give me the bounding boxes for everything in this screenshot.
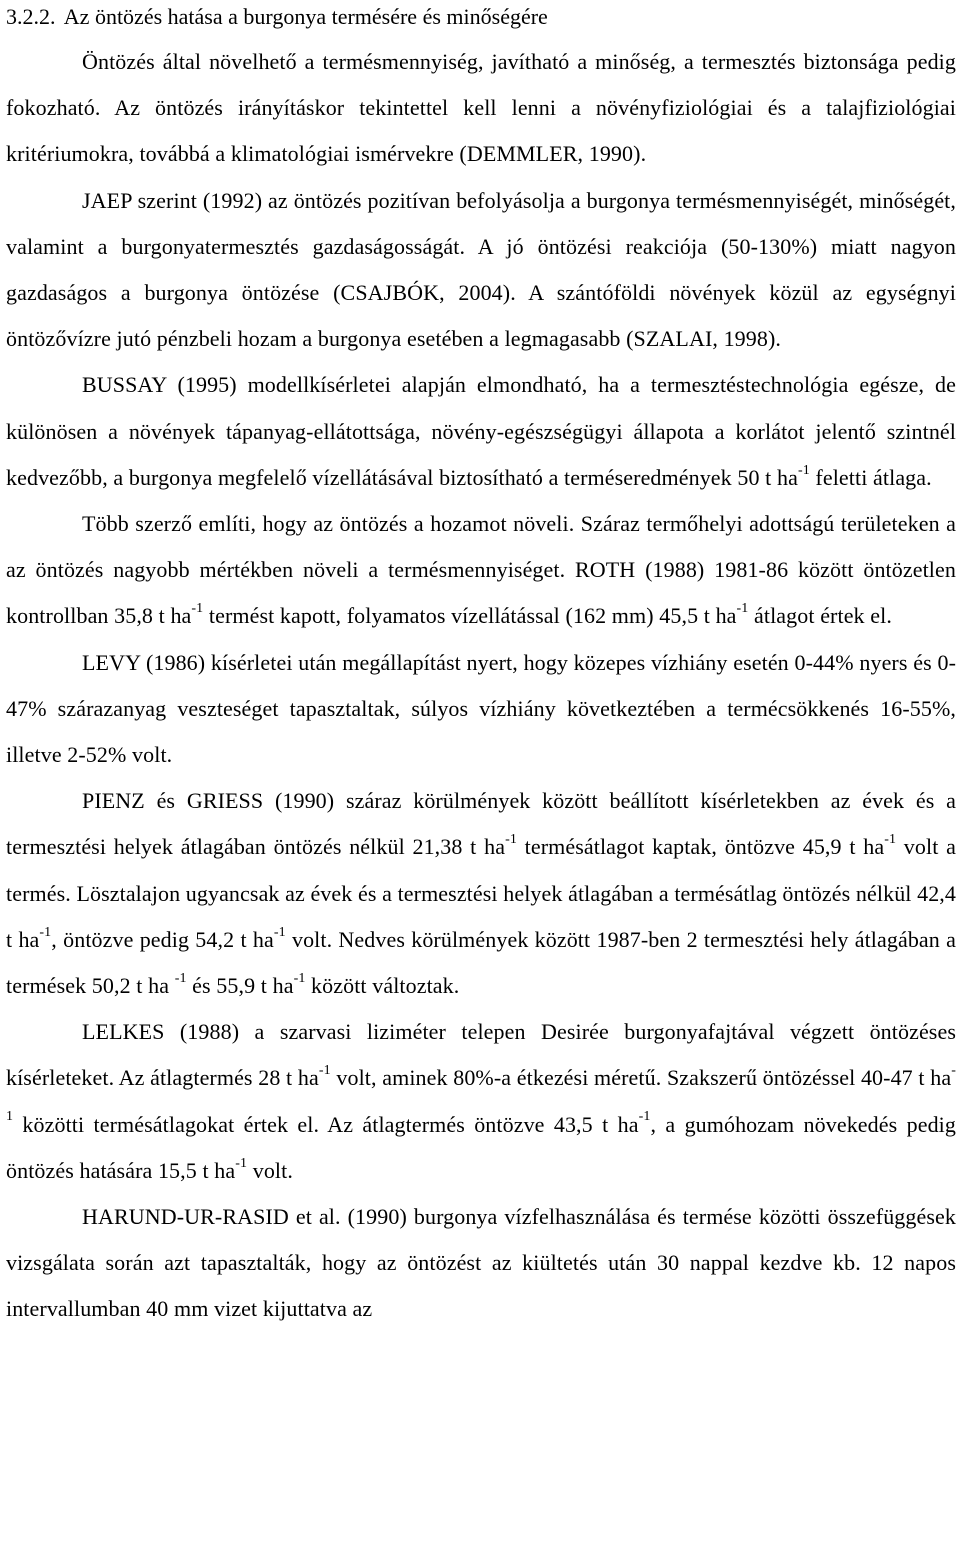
paragraph-3 bbox=[6, 362, 956, 501]
paragraph-8-text: HARUND-UR-RASID et al. (1990) burgonya vízfelhasználása és termése közötti összefüggések vizsgálata során azt tapasztalták, hogy az öntözést az kiültetés után 30 nappal kezdve kb. 12 napos intervallumban 40 mm vizet kijuttatva az bbox=[6, 1204, 956, 1322]
superscript-exponent: -1 bbox=[318, 1063, 331, 1079]
paragraph-8 bbox=[6, 1194, 956, 1333]
paragraph-6-text: , öntözve pedig 54,2 t ha bbox=[51, 926, 274, 952]
paragraph-6-text: és 55,9 t ha bbox=[186, 973, 294, 999]
paragraph-4-text: Több szerző említi, hogy az öntözés a hozamot növeli. Száraz termőhelyi adottságú területeken a az öntözés nagyobb mértékben növeli a termésmennyiséget. ROTH (1988) 1981-86 között öntözetlen kontrollban 35,8 t ha bbox=[6, 511, 956, 629]
paragraph-6-text: PIENZ és GRIESS (1990) száraz körülmények között beállított kísérletekben az évek és a termesztési helyek átlagában öntözés nélkül 21,38 t ha bbox=[6, 788, 956, 860]
superscript-exponent: -1 bbox=[638, 1109, 651, 1125]
document-page bbox=[6, 0, 956, 1333]
section-heading bbox=[6, 0, 956, 39]
paragraph-6-text: volt a termés. Lösztalajon ugyancsak az évek és a termesztési helyek átlagában a termésátlag öntözés nélkül 42,4 t ha bbox=[6, 834, 957, 952]
paragraph-6 bbox=[6, 778, 956, 1009]
paragraph-7-text: közötti termésátlagokat értek el. Az átlagtermés öntözve 43,5 t ha bbox=[13, 1111, 639, 1137]
superscript-exponent: -1 bbox=[505, 832, 517, 848]
superscript-exponent: -1 bbox=[797, 462, 810, 478]
paragraph-1-text: Öntözés által növelhető a termésmennyiség, javítható a minőség, a termesztés biztonsága pedig fokozható. Az öntözés irányításkor tekintettel kell lenni a növényfiziológiai és a talajfiziológiai kritériumokra, továbbá a klimatológiai ismérvekre (DEMMLER, 1990). bbox=[6, 49, 956, 167]
paragraph-6-text: termésátlagot kaptak, öntözve 45,9 t ha bbox=[516, 834, 885, 860]
paragraph-1 bbox=[6, 39, 956, 178]
paragraph-4-text: termést kapott, folyamatos vízellátással (162 mm) 45,5 t ha bbox=[203, 603, 737, 629]
paragraph-3-text: feletti átlaga. bbox=[809, 464, 932, 490]
superscript-exponent: -1 bbox=[273, 924, 286, 940]
superscript-exponent: -1 bbox=[174, 970, 187, 986]
section-number: 3.2.2. bbox=[6, 4, 56, 29]
paragraph-2-text: JAEP szerint (1992) az öntözés pozitívan befolyásolja a burgonya termésmennyiségét, minőségét, valamint a burgonyatermesztés gazdaságosságát. A jó öntözési reakciója (50-130%) miatt nagyon gazdaságos a burgonya öntözése (CSAJBÓK, 2004). A szántóföldi növények közül az egységnyi öntözővízre jutó pénzbeli hozam a burgonya esetében a legmagasabb (SZALAI, 1998). bbox=[6, 187, 956, 352]
paragraph-7-text: volt, aminek 80%-a étkezési méretű. Szakszerű öntözéssel 40-47 t ha bbox=[330, 1065, 952, 1091]
paragraph-6-text: volt. Nedves körülmények között 1987-ben 2 termesztési hely átlagában a termések 50,2 t ha bbox=[6, 926, 956, 999]
superscript-exponent: -1 bbox=[736, 601, 749, 617]
paragraph-4-text: átlagot értek el. bbox=[748, 603, 892, 629]
paragraph-7-text: , a gumóhozam növekedés pedig öntözés hatására 15,5 t ha bbox=[6, 1111, 956, 1183]
superscript-exponent: -1 bbox=[884, 832, 897, 848]
paragraph-6-text: között változtak. bbox=[305, 973, 460, 999]
paragraph-2 bbox=[6, 178, 956, 363]
paragraph-7-text: volt. bbox=[247, 1157, 293, 1183]
superscript-exponent: -1 bbox=[39, 924, 52, 940]
superscript-exponent: -1 bbox=[235, 1155, 248, 1171]
superscript-exponent: -1 bbox=[191, 601, 204, 617]
paragraph-4 bbox=[6, 501, 956, 640]
paragraph-3-text: BUSSAY (1995) modellkísérletei alapján elmondható, ha a termesztéstechnológia egésze, de különösen a növények tápanyag-ellátottsága, növény-egészségügyi állapota a korlátot jelentő szintnél kedvezőbb, a burgonya megfelelő vízellátásával biztosítható a terméseredmények 50 t ha bbox=[6, 372, 956, 490]
paragraph-5 bbox=[6, 640, 956, 779]
paragraph-5-text: LEVY (1986) kísérletei után megállapítást nyert, hogy közepes vízhiány esetén 0-44% nyers és 0-47% szárazanyag veszteséget tapasztaltak, súlyos vízhiány következtében a termécsökkenés 16-55%, illetve 2-52% volt. bbox=[6, 649, 956, 768]
superscript-exponent: -1 bbox=[293, 970, 306, 986]
paragraph-7-text: LELKES (1988) a szarvasi liziméter telepen Desirée burgonyafajtával végzett öntözéses kísérleteket. Az átlagtermés 28 t ha bbox=[6, 1019, 956, 1091]
paragraph-7 bbox=[6, 1009, 956, 1194]
superscript-exponent: -1 bbox=[6, 1063, 956, 1125]
section-title: Az öntözés hatása a burgonya termésére és minőségére bbox=[63, 4, 548, 29]
